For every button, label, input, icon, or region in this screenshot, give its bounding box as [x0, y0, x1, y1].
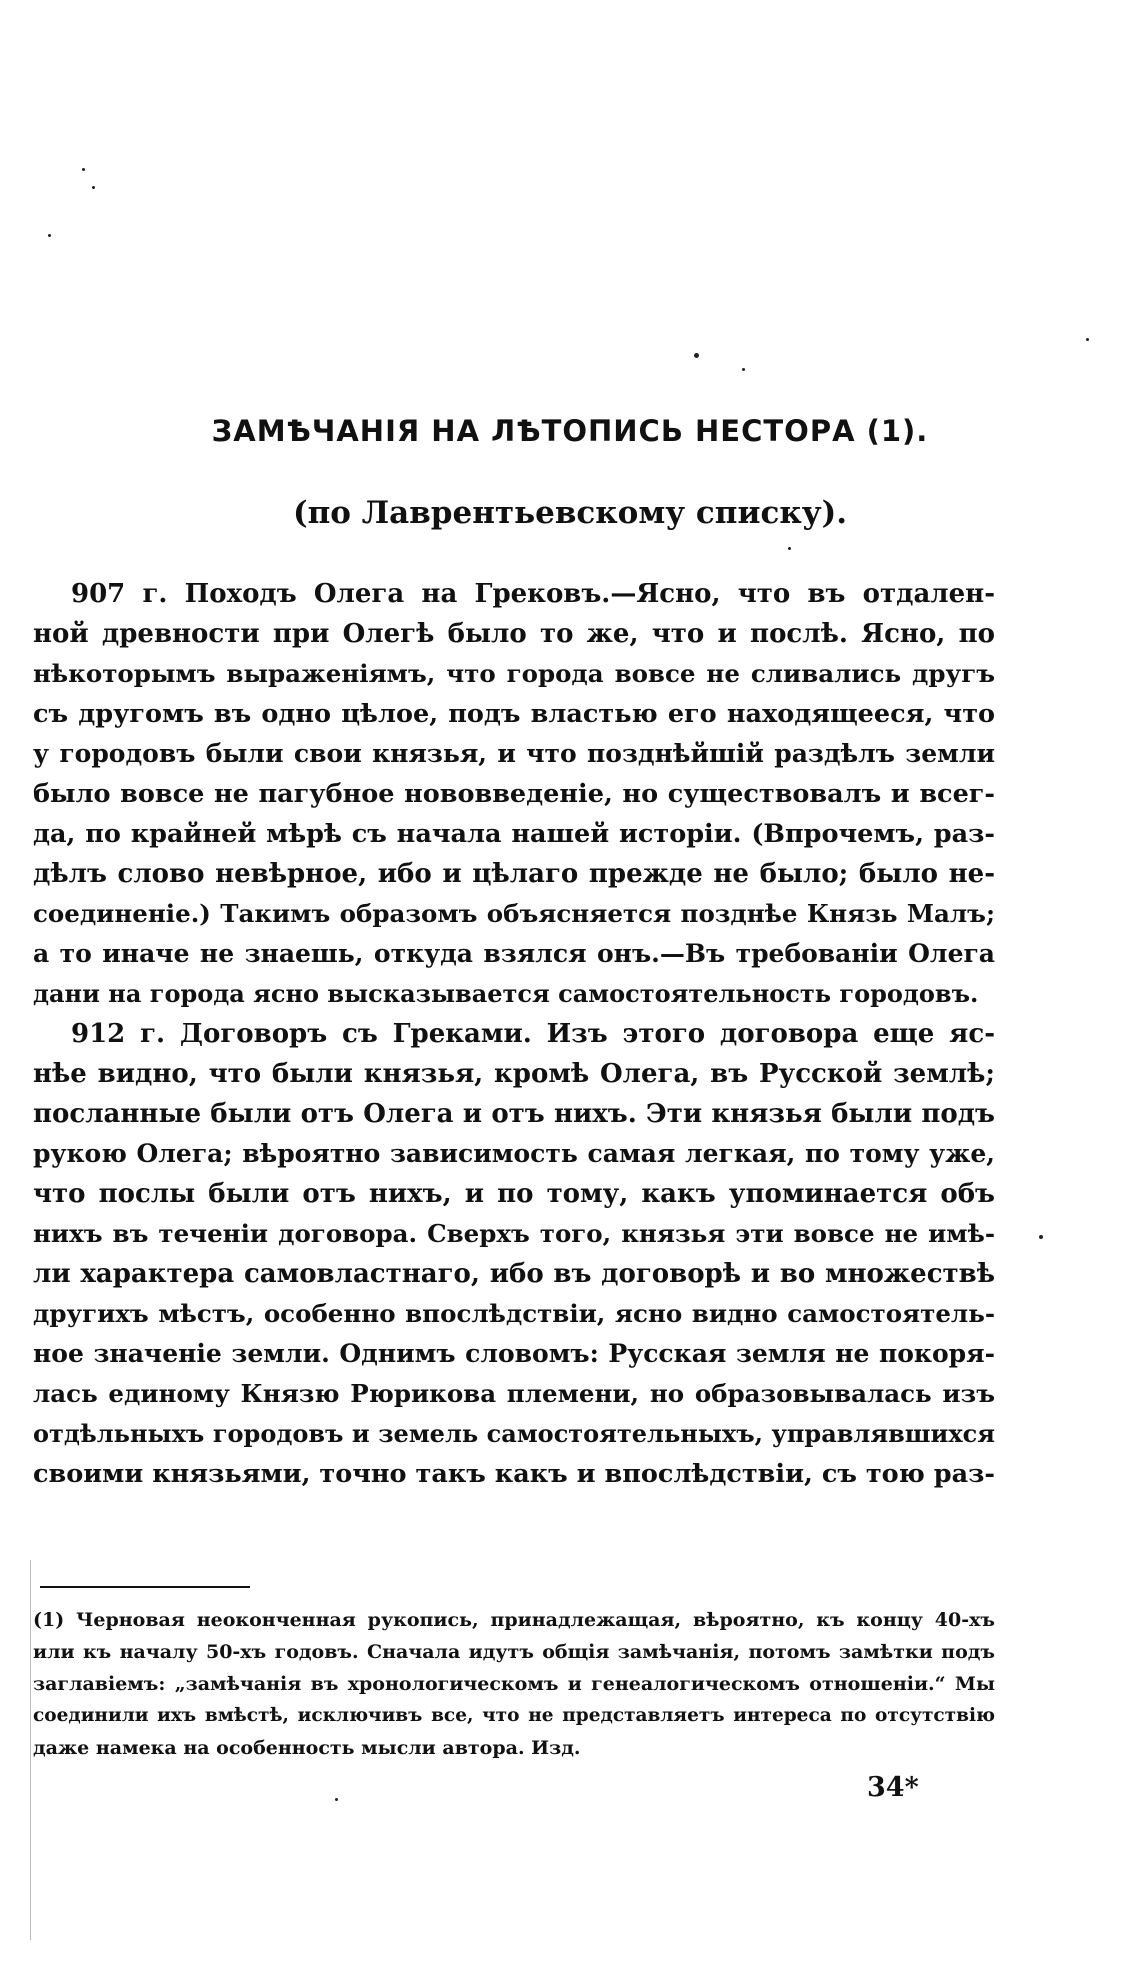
body-line: у городовъ были свои князья, и что позднѣйшій раздѣлъ земли — [33, 739, 995, 768]
scan-speck — [694, 353, 699, 358]
page-number: 34* — [867, 1772, 919, 1803]
footnote-line: соединили ихъ вмѣстѣ, исключивъ все, что не представляетъ интереса по отсутствію — [33, 1705, 995, 1726]
body-line: ли характера самовластнаго, ибо въ договорѣ и во множествѣ — [33, 1259, 995, 1289]
body-text — [33, 574, 995, 1494]
footnote-line: заглавіемъ: „замѣчанія въ хронологическомъ и генеалогическомъ отношеніи.“ Мы — [33, 1673, 995, 1695]
footnote-line: или къ началу 50-хъ годовъ. Сначала идутъ общія замѣчанія, потомъ замѣтки подъ — [33, 1641, 995, 1663]
body-line: рукою Олега; вѣроятно зависимость самая легкая, по тому уже, — [33, 1139, 995, 1168]
scan-speck — [48, 234, 51, 237]
footnote-line: даже намека на особенность мысли автора. Изд. — [33, 1737, 581, 1759]
scan-speck — [788, 547, 791, 550]
body-line: лась единому Князю Рюрикова племени, но образовывалась изъ — [33, 1379, 995, 1408]
body-line: соединеніе.) Такимъ образомъ объясняется позднѣе Князь Малъ; — [33, 899, 995, 928]
footnote — [33, 1604, 995, 1764]
body-line: 912 г. Договоръ съ Греками. Изъ этого договора еще яс- — [71, 1019, 995, 1049]
scan-speck — [335, 1798, 338, 1801]
body-line: съ другомъ въ одно цѣлое, подъ властью его находящееся, что — [33, 699, 995, 729]
body-line: отдѣльныхъ городовъ и земель самостоятельныхъ, управлявшихся — [33, 1419, 995, 1448]
chapter-subtitle: (по Лаврентьевскому списку). — [292, 495, 848, 531]
body-line: что послы были отъ нихъ, и по тому, какъ упоминается объ — [33, 1179, 995, 1209]
body-line: своими князьями, точно такъ какъ и впослѣдствіи, съ тою раз- — [33, 1459, 995, 1489]
body-line: нихъ въ теченіи договора. Сверхъ того, князья эти вовсе не имѣ- — [33, 1219, 995, 1248]
body-line: да, по крайней мѣрѣ съ начала нашей исторіи. (Впрочемъ, раз- — [33, 819, 995, 849]
body-line: ной древности при Олегѣ было то же, что и послѣ. Ясно, по — [33, 619, 995, 649]
body-line: посланные были отъ Олега и отъ нихъ. Эти князья были подъ — [33, 1099, 995, 1129]
scan-speck — [92, 186, 95, 189]
scan-edge-line — [30, 1560, 31, 1940]
body-line: другихъ мѣстъ, особенно впослѣдствіи, ясно видно самостоятель- — [33, 1299, 995, 1328]
body-line: нѣе видно, что были князья, кромѣ Олега, въ Русской землѣ; — [33, 1059, 995, 1089]
footnote-divider — [40, 1586, 250, 1588]
footnote-line: (1) Черновая неоконченная рукопись, принадлежащая, вѣроятно, къ концу 40-хъ — [33, 1609, 995, 1631]
scan-speck — [1086, 338, 1089, 341]
body-line: а то иначе не знаешь, откуда взялся онъ.—Въ требованіи Олега — [33, 939, 995, 968]
scan-speck — [742, 368, 745, 371]
scan-speck — [1039, 1235, 1043, 1239]
body-line: ное значеніе земли. Однимъ словомъ: Русская земля не покоря- — [33, 1339, 995, 1368]
body-line: дани на города ясно высказывается самостоятельность городовъ. — [33, 979, 979, 1008]
body-line: дѣлъ слово невѣрное, ибо и цѣлаго прежде не было; было не- — [33, 859, 995, 889]
scan-speck — [82, 168, 85, 171]
body-line: 907 г. Походъ Олега на Грековъ.—Ясно, что въ отдален- — [71, 579, 995, 609]
body-line: было вовсе не пагубное нововведеніе, но существовалъ и всег- — [33, 779, 995, 809]
body-line: нѣкоторымъ выраженіямъ, что города вовсе не сливались другъ — [33, 659, 995, 688]
chapter-title: ЗАМѢЧАНІЯ НА ЛѢТОПИСЬ НЕСТОРА (1). — [211, 414, 929, 448]
